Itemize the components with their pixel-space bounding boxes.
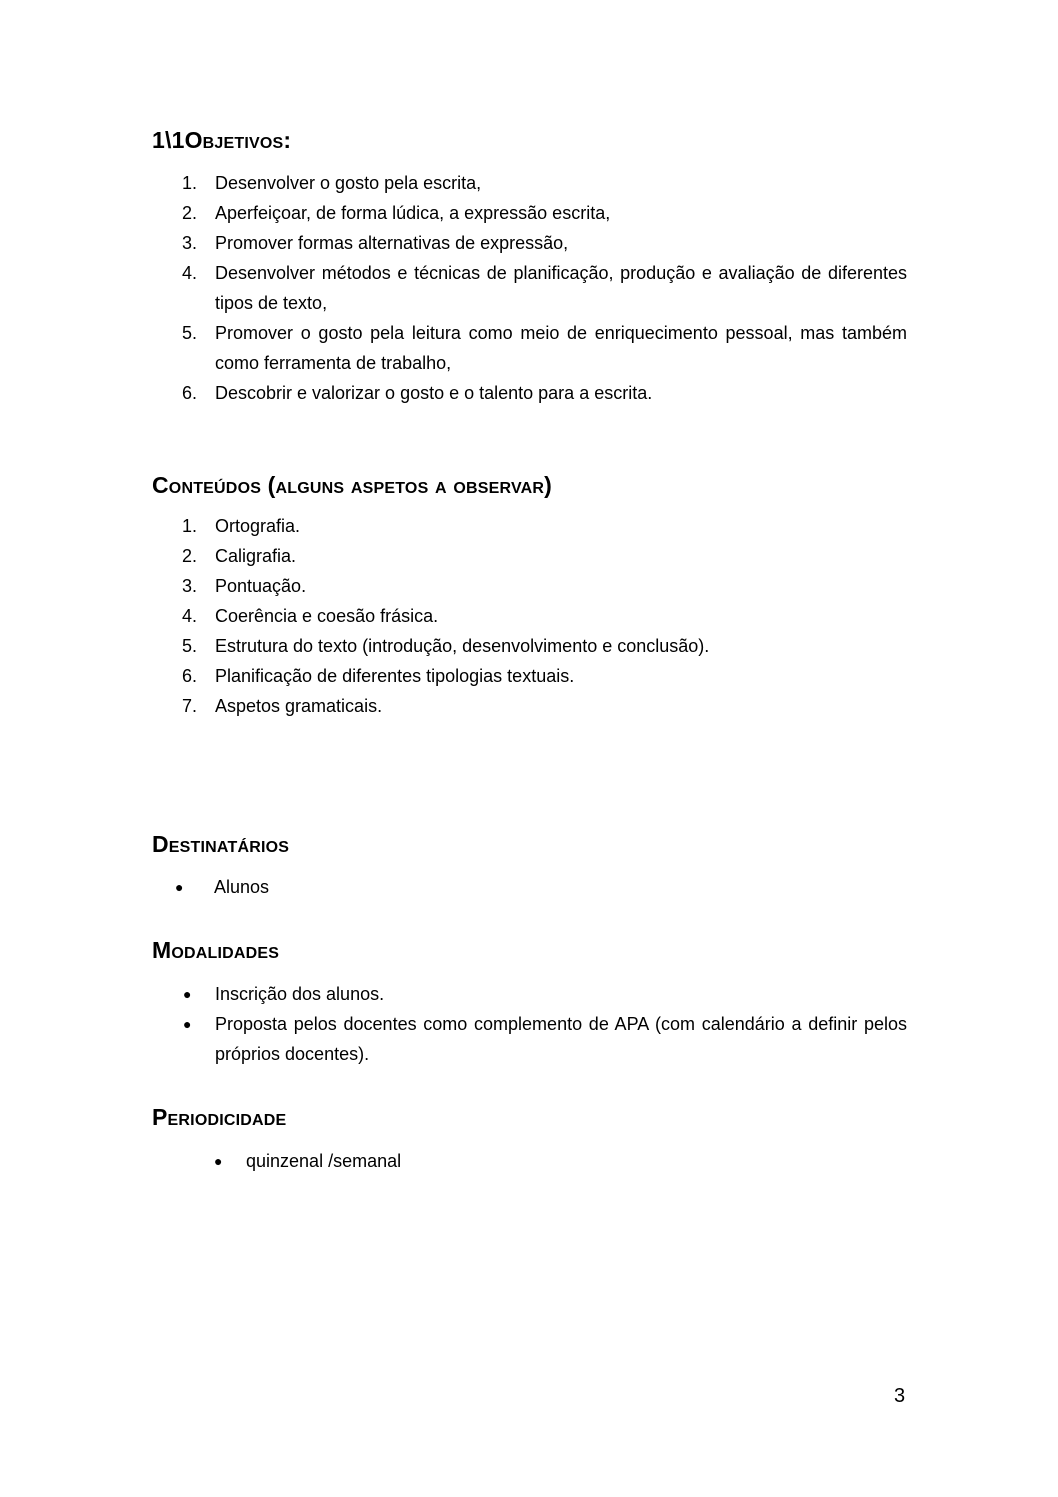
section-title-objetivos: 1\1Objetivos: — [152, 127, 292, 153]
bullet-icon: ● — [214, 1153, 223, 1169]
list-item — [0, 198, 907, 228]
list-item — [0, 378, 907, 408]
list-item-number: 5. — [182, 323, 198, 343]
list-item — [0, 631, 907, 661]
list-item-number: 3. — [182, 233, 198, 253]
page-number: 3 — [894, 1385, 906, 1407]
list-item-text: Coerência e coesão frásica. — [215, 606, 439, 626]
list-item-text: Caligrafia. — [215, 546, 297, 566]
list-item — [0, 661, 907, 691]
conteudos-list — [0, 511, 907, 721]
list-item-text: Proposta pelos docentes como complemento de APA (com calendário a definir pelos próprios docentes). — [215, 1014, 907, 1064]
section-title-modalidades: Modalidades — [152, 937, 280, 963]
list-item-number: 2. — [182, 546, 198, 566]
bullet-icon: ● — [175, 879, 184, 895]
list-item — [0, 1009, 907, 1069]
modalidades-list — [0, 979, 907, 1069]
list-item-text: Ortografia. — [215, 516, 301, 536]
list-item-number: 1. — [182, 173, 198, 193]
list-item — [0, 571, 907, 601]
list-item-text: Planificação de diferentes tipologias textuais. — [215, 666, 575, 686]
list-item-number: 3. — [182, 576, 198, 596]
list-item-text: Aspetos gramaticais. — [215, 696, 383, 716]
list-item-text: Desenvolver métodos e técnicas de planificação, produção e avaliação de diferentes tipos de texto, — [215, 263, 907, 313]
list-item — [0, 318, 907, 378]
section-title-conteudos: Conteúdos (alguns aspetos a observar) — [152, 472, 553, 498]
list-item — [0, 872, 906, 902]
section-title-periodicidade: Periodicidade — [152, 1104, 287, 1130]
list-item — [0, 258, 907, 318]
list-item — [0, 541, 907, 571]
list-item — [0, 1146, 846, 1176]
list-item-number: 5. — [182, 636, 198, 656]
list-item-text: Inscrição dos alunos. — [215, 984, 385, 1004]
list-item-text: Desenvolver o gosto pela escrita, — [215, 173, 482, 193]
list-item-number: 2. — [182, 203, 198, 223]
list-item-number: 1. — [182, 516, 198, 536]
list-item-text: Descobrir e valorizar o gosto e o talento para a escrita. — [215, 383, 653, 403]
list-item-text: Promover formas alternativas de expressão, — [215, 233, 569, 253]
list-item-text: Estrutura do texto (introdução, desenvolvimento e conclusão). — [215, 636, 710, 656]
list-item — [0, 601, 907, 631]
list-item — [0, 228, 907, 258]
list-item-number: 7. — [182, 696, 198, 716]
list-item-number: 4. — [182, 606, 198, 626]
list-item-text: Promover o gosto pela leitura como meio de enriquecimento pessoal, mas também como ferramenta de trabalho, — [215, 323, 907, 373]
objetivos-list — [0, 168, 907, 408]
list-item-number: 6. — [182, 383, 198, 403]
list-item — [0, 511, 907, 541]
destinatarios-list — [0, 872, 906, 902]
list-item-number: 6. — [182, 666, 198, 686]
bullet-icon: ● — [183, 1016, 192, 1032]
list-item — [0, 691, 907, 721]
list-item-text: Alunos — [214, 877, 270, 897]
list-item — [0, 979, 907, 1009]
list-item-number: 4. — [182, 263, 198, 283]
list-item-text: Aperfeiçoar, de forma lúdica, a expressão escrita, — [215, 203, 611, 223]
list-item-text: quinzenal /semanal — [246, 1151, 402, 1171]
periodicidade-list — [0, 1146, 846, 1176]
list-item-text: Pontuação. — [215, 576, 307, 596]
bullet-icon: ● — [183, 986, 192, 1002]
list-item — [0, 168, 907, 198]
section-title-destinatarios: Destinatários — [152, 831, 290, 857]
